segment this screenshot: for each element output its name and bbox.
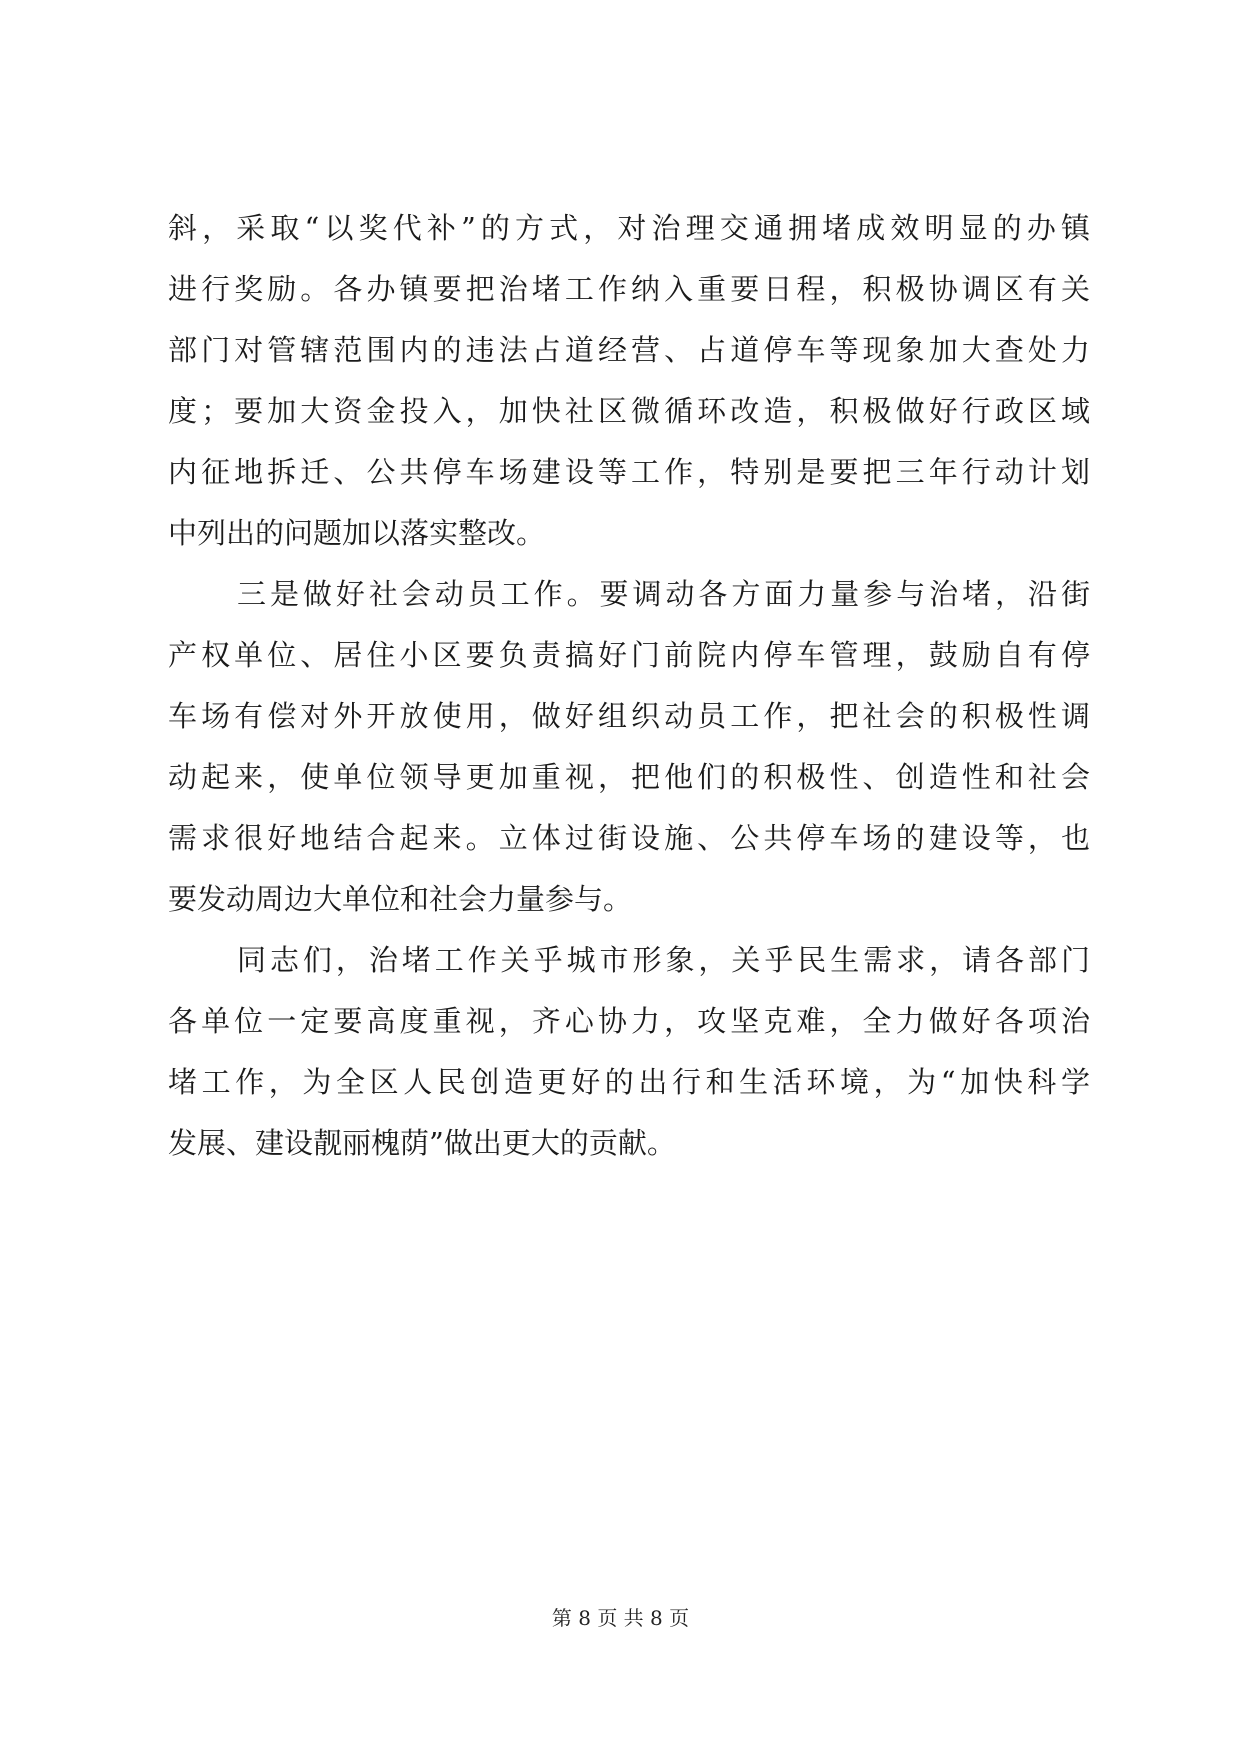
- document-body: [168, 198, 1090, 1174]
- text-line: 进行奖励。各办镇要把治堵工作纳入重要日程，积极协调区有关: [168, 272, 1090, 306]
- text-line: 度；要加大资金投入，加快社区微循环改造，积极做好行政区域: [168, 394, 1090, 428]
- text-line: 中列出的问题加以落实整改。: [168, 516, 546, 550]
- text-line: 产权单位、居住小区要负责搞好门前院内停车管理，鼓励自有停: [168, 638, 1090, 672]
- text-line: 斜，采取“以奖代补”的方式，对治理交通拥堵成效明显的办镇: [168, 211, 1090, 245]
- text-line: 要发动周边大单位和社会力量参与。: [168, 882, 633, 916]
- paragraph: [168, 930, 1090, 1174]
- text-line: 动起来，使单位领导更加重视，把他们的积极性、创造性和社会: [168, 760, 1090, 794]
- text-line: 车场有偿对外开放使用，做好组织动员工作，把社会的积极性调: [168, 699, 1090, 733]
- text-line: 三是做好社会动员工作。要调动各方面力量参与治堵，沿街: [237, 577, 1090, 611]
- paragraph: [168, 564, 1090, 930]
- text-line: 发展、建设靓丽槐荫”做出更大的贡献。: [168, 1126, 676, 1160]
- text-line: 内征地拆迁、公共停车场建设等工作，特别是要把三年行动计划: [168, 455, 1090, 489]
- text-line: 各单位一定要高度重视，齐心协力，攻坚克难，全力做好各项治: [168, 1004, 1090, 1038]
- text-line: 部门对管辖范围内的违法占道经营、占道停车等现象加大查处力: [168, 333, 1090, 367]
- page-footer: 第 8 页 共 8 页: [551, 1606, 690, 1630]
- text-line: 同志们，治堵工作关乎城市形象，关乎民生需求，请各部门: [237, 943, 1090, 977]
- text-line: 堵工作，为全区人民创造更好的出行和生活环境，为“加快科学: [168, 1065, 1090, 1099]
- paragraph: [168, 198, 1090, 564]
- text-line: 需求很好地结合起来。立体过街设施、公共停车场的建设等，也: [168, 821, 1090, 855]
